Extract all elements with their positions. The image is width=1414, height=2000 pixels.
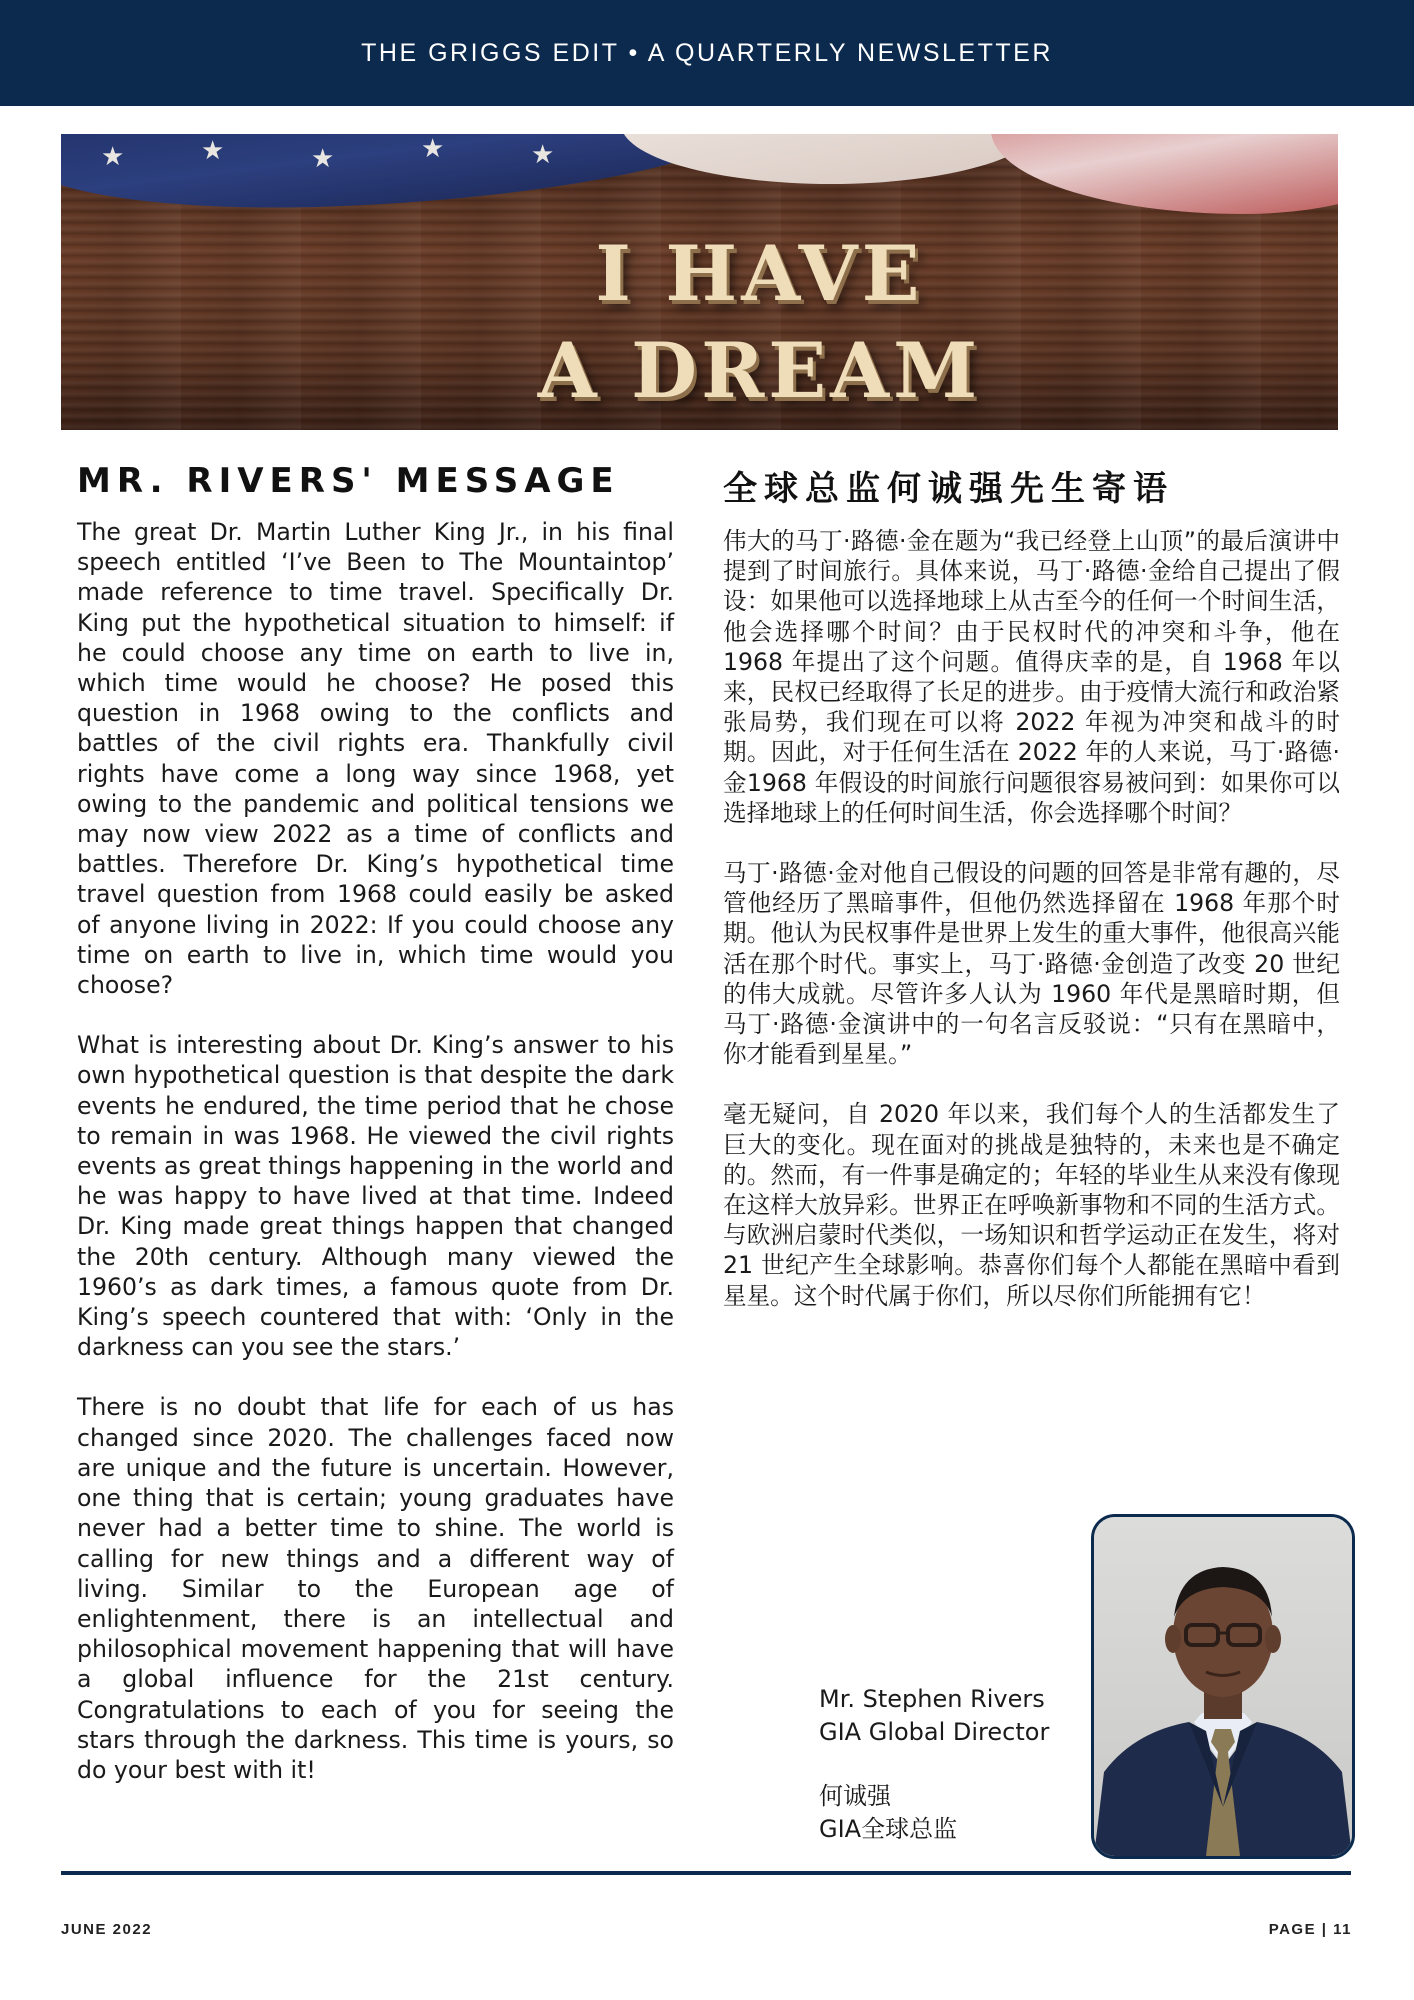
flag-red-stripe [991,134,1338,214]
signature-name-zh: 何诚强 [819,1782,891,1810]
footer-divider [61,1871,1351,1875]
signature-title-en: GIA Global Director [819,1718,1050,1746]
chinese-heading: 全球总监何诚强先生寄语 [723,469,1174,509]
portrait-photo [1091,1514,1355,1859]
hero-image-i-have-a-dream [61,134,1338,430]
english-paragraph: What is interesting about Dr. King’s answer to his own hypothetical question is that despite the dark events he endured, the time period that he chose to remain in was 1968. He viewed the civil rights events as great things happening in the world and he was happy to have lived at that time. Indeed Dr. King made great things happen that changed the 20th century. Although many viewed the 1960’s as dark times, a famous quote from Dr. King’s speech countered that with: ‘Only in the darkness can you see the stars.’ [77,1031,674,1362]
star-icon: ★ [421,134,445,164]
english-message-column [77,455,674,1815]
hero-headline-line-1: I HAVE [595,229,924,318]
english-heading: MR. RIVERS' MESSAGE [77,461,620,501]
star-icon: ★ [201,136,225,166]
chinese-message-column [723,455,1340,1341]
english-paragraph: The great Dr. Martin Luther King Jr., in his final speech entitled ‘I’ve Been to The Mountaintop’ made reference to time travel. Specifically Dr. King put the hypothetical situation to himself: if he could choose any time on earth to live in, which time would he choose? He posed this question in 1968 owing to the conflicts and battles of the civil rights era. Thankfully civil rights have come a long way since 1968, yet owing to the pandemic and political tensions we may now view 2022 as a time of conflicts and battles. Therefore Dr. King’s hypothetical time travel question from 1968 could easily be asked of anyone living in 2022: If you could choose any time on earth to live in, which time would you choose? [77,518,674,1000]
hero-headline-line-2: A DREAM [537,326,982,415]
star-icon: ★ [311,144,335,174]
footer-date: JUNE 2022 [61,1921,153,1938]
footer-page-number: PAGE | 11 [1268,1921,1352,1938]
newsletter-title: THE GRIGGS EDIT • A QUARTERLY NEWSLETTER [361,38,1053,67]
chinese-paragraph: 伟大的马丁·路德·金在题为“我已经登上山顶”的最后演讲中提到了时间旅行。具体来说，马丁·路德·金给自己提出了假设：如果他可以选择地球上从古至今的任何一个时间生活，他会选择哪个时间？由于民权时代的冲突和斗争，他在 1968 年提出了这个问题。值得庆幸的是，自 1968 年以来，民权已经取得了长足的进步。由于疫情大流行和政治紧张局势，我们现在可以将 2022 年视为冲突和战斗的时期。因此，对于任何生活在 2022 年的人来说，马丁·路德·金1968 年假设的时间旅行问题很容易被问到：如果你可以选择地球上的任何时间生活，你会选择哪个时间？ [723,527,1340,827]
english-paragraph: There is no doubt that life for each of us has changed since 2020. The challenges faced now are unique and the future is uncertain. However, one thing that is certain; young graduates have never had a better time to shine. The world is calling for new things and a different way of living. Similar to the European age of enlightenment, there is an intellectual and philosophical movement happening that will have a global influence for the 21st century. Congratulations to each of you for seeing the stars through the darkness. This time is yours, so do your best with it! [77,1393,674,1784]
chinese-paragraph: 毫无疑问，自 2020 年以来，我们每个人的生活都发生了巨大的变化。现在面对的挑战是独特的，未来也是不确定的。然而，有一件事是确定的；年轻的毕业生从来没有像现在这样大放异彩。世界正在呼唤新事物和不同的生活方式。与欧洲启蒙时代类似，一场知识和哲学运动正在发生，将对 21 世纪产生全球影响。恭喜你们每个人都能在黑暗中看到星星。这个时代属于你们，所以尽你们所能拥有它！ [723,1100,1340,1310]
flag-white-stripe [621,134,1041,184]
newsletter-header-bar [0,0,1414,106]
star-icon: ★ [531,140,555,170]
signature-block [819,1683,1079,1846]
signature-name-en: Mr. Stephen Rivers [819,1685,1045,1713]
star-icon: ★ [101,142,125,172]
signature-title-zh: GIA全球总监 [819,1815,958,1843]
chinese-paragraph: 马丁·路德·金对他自己假设的问题的回答是非常有趣的，尽管他经历了黑暗事件，但他仍然选择留在 1968 年那个时期。他认为民权事件是世界上发生的重大事件，他很高兴能活在那个时代。事实上，马丁·路德·金创造了改变 20 世纪的伟大成就。尽管许多人认为 1960 年代是黑暗时期，但马丁·路德·金演讲中的一句名言反驳说：“只有在黑暗中，你才能看到星星。” [723,859,1340,1069]
portrait-illustration [1094,1517,1352,1856]
